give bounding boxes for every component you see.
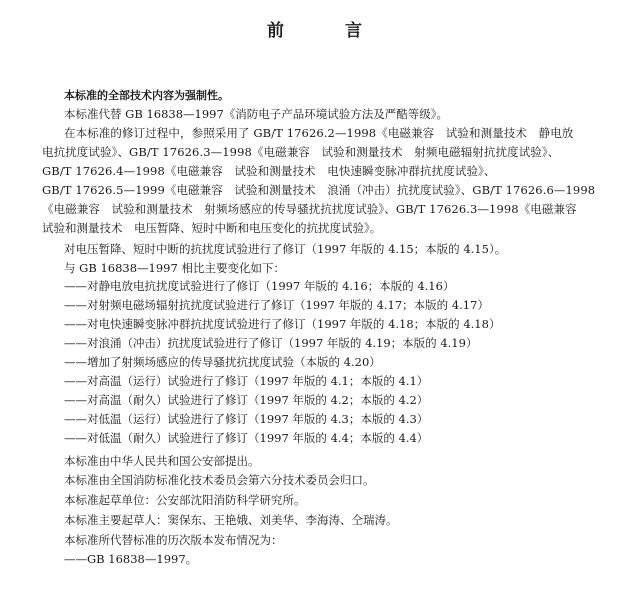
list-item: ——GB 16838—1997。 xyxy=(64,552,198,566)
paragraph-drafting-unit: 本标准起草单位：公安部沈阳消防科学研究所。 xyxy=(64,493,306,507)
paragraph-references-line6: 试验和测量技术 电压暂降、短时中断和电压变化的抗扰度试验》。 xyxy=(42,221,382,235)
paragraph-changes-intro: 与 GB 16838—1997 相比主要变化如下： xyxy=(64,261,285,275)
paragraph-history-intro: 本标准所代替标准的历次版本发布情况为： xyxy=(64,533,283,547)
list-item: ——对射频电磁场辐射抗扰度试验进行了修订（1997 年版的 4.17；本版的 4.17） xyxy=(64,298,489,312)
paragraph-voltage-dip: 对电压暂降、短时中断的抗扰度试验进行了修订（1997 年版的 4.15；本版的 4.15）。 xyxy=(64,242,507,256)
list-item: ——对浪涌（冲击）抗扰度试验进行了修订（1997 年版的 4.19；本版的 4.19） xyxy=(64,336,478,350)
paragraph-committee: 本标准由全国消防标准化技术委员会第六分技术委员会归口。 xyxy=(64,473,375,487)
page-title: 前 言 xyxy=(267,21,384,41)
list-item: ——对高温（运行）试验进行了修订（1997 年版的 4.1；本版的 4.1） xyxy=(64,374,429,388)
list-item: ——对静电放电抗扰度试验进行了修订（1997 年版的 4.16；本版的 4.16） xyxy=(64,279,455,293)
paragraph-references-line4: GB/T 17626.5—1999《电磁兼容 试验和测量技术 浪涌（冲击）抗扰度试验》、GB/T 17626.6—1998 xyxy=(42,183,596,197)
paragraph-references-line2: 电抗扰度试验》、GB/T 17626.3—1998《电磁兼容 试验和测量技术 射频电磁辐射抗扰度试验》、 xyxy=(42,145,560,159)
paragraph-replaces: 本标准代替 GB 16838—1997《消防电子产品环境试验方法及严酷等级》。 xyxy=(64,107,449,121)
paragraph-references-line3: GB/T 17626.4—1998《电磁兼容 试验和测量技术 电快速瞬变脉冲群抗扰度试验》、 xyxy=(42,164,496,178)
paragraph-drafters: 本标准主要起草人：窦保东、王艳娥、刘美华、李海涛、仝瑞涛。 xyxy=(64,513,398,527)
paragraph-proposer: 本标准由中华人民共和国公安部提出。 xyxy=(64,454,260,468)
paragraph-mandatory: 本标准的全部技术内容为强制性。 xyxy=(64,89,229,102)
list-item: ——对高温（耐久）试验进行了修订（1997 年版的 4.2；本版的 4.2） xyxy=(64,393,429,407)
list-item: ——对电快速瞬变脉冲群抗扰度试验进行了修订（1997 年版的 4.18；本版的 4.18） xyxy=(64,317,501,331)
paragraph-references-line1: 在本标准的修订过程中，参照采用了 GB/T 17626.2—1998《电磁兼容 试验和测量技术 静电放 xyxy=(64,126,574,140)
paragraph-references-line5: 《电磁兼容 试验和测量技术 射频场感应的传导骚扰抗扰度试验》、GB/T 17626.3—1998《电磁兼容 xyxy=(42,202,577,216)
list-item: ——增加了射频场感应的传导骚扰抗扰度试验（本版的 4.20） xyxy=(64,355,381,369)
list-item: ——对低温（运行）试验进行了修订（1997 年版的 4.3；本版的 4.3） xyxy=(64,412,429,426)
list-item: ——对低温（耐久）试验进行了修订（1997 年版的 4.4；本版的 4.4） xyxy=(64,431,429,445)
